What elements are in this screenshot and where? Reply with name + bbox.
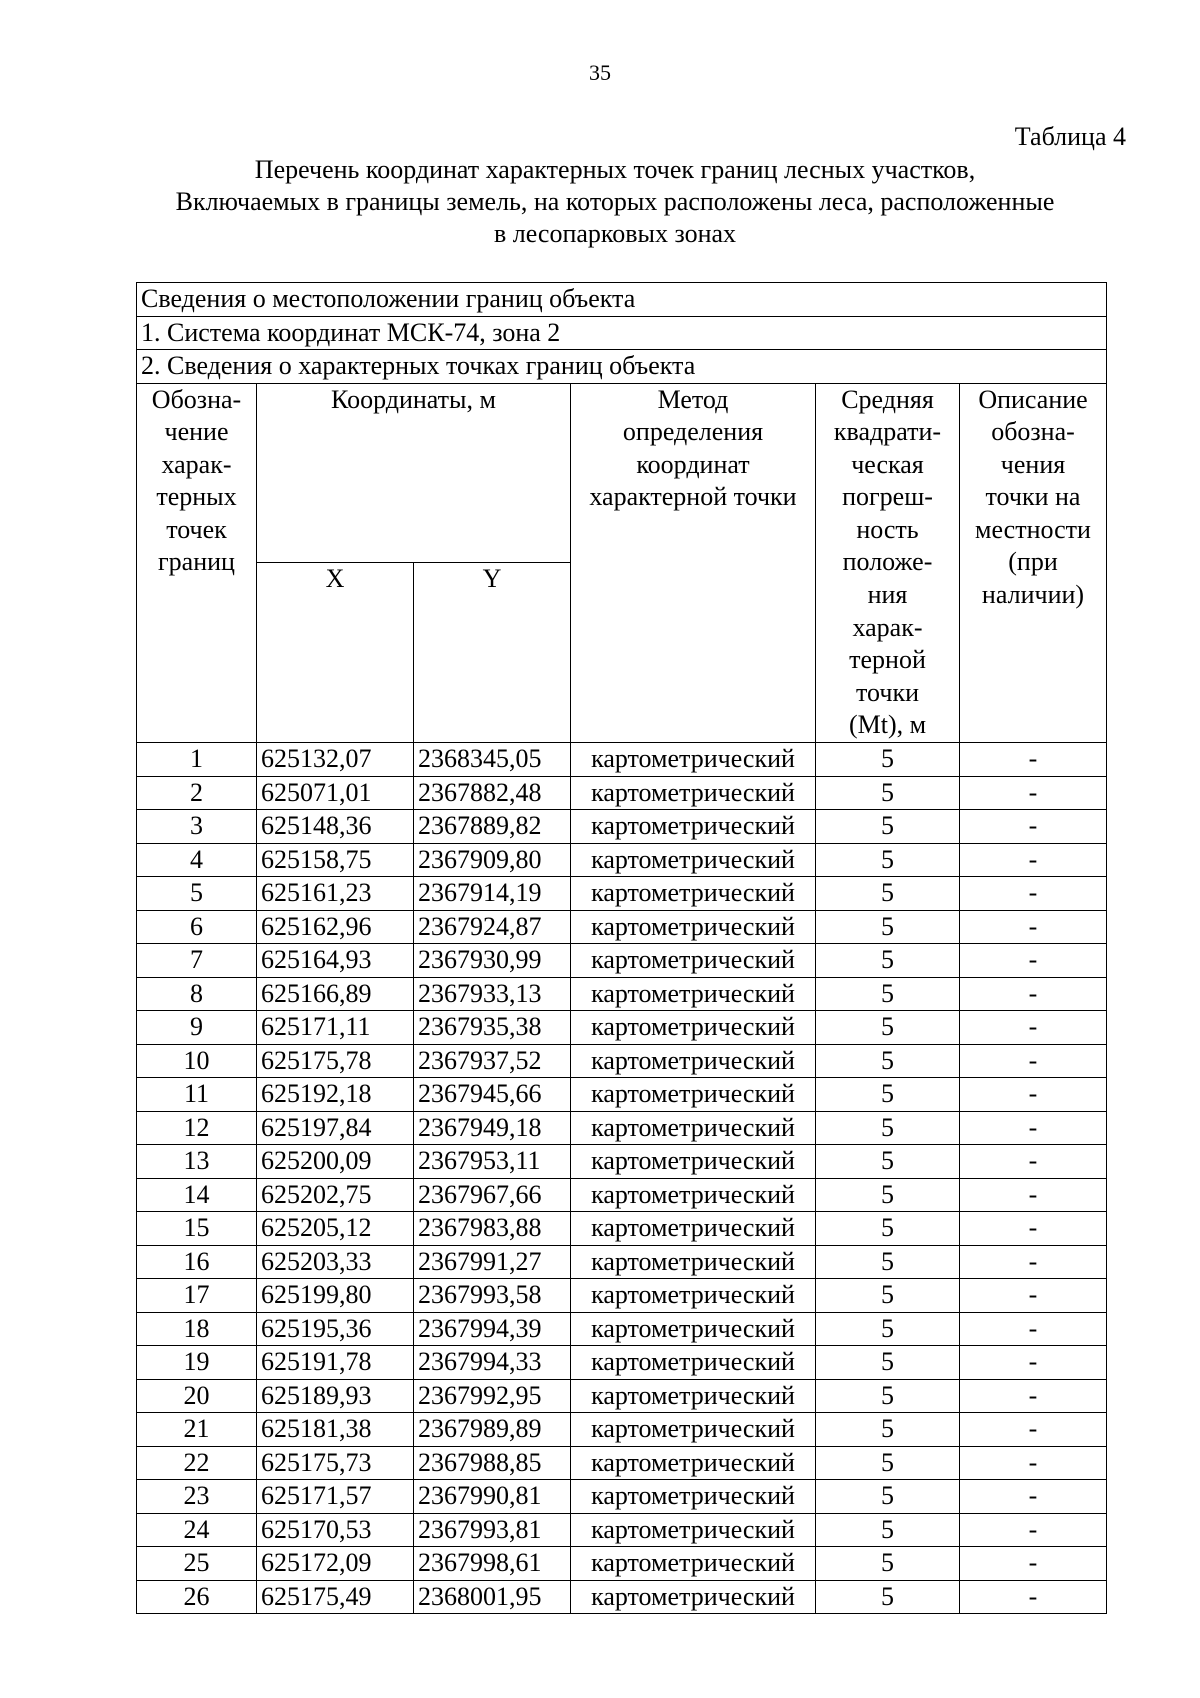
header-line: координат	[636, 449, 750, 479]
x-coordinate-cell: 625175,78	[257, 1044, 414, 1078]
y-coordinate-cell: 2367909,80	[414, 843, 571, 877]
x-coordinate-cell: 625203,33	[257, 1245, 414, 1279]
x-coordinate-cell: 625197,84	[257, 1111, 414, 1145]
description-cell: -	[960, 1513, 1107, 1547]
y-coordinate-cell: 2367889,82	[414, 810, 571, 844]
point-number-cell: 1	[137, 743, 257, 777]
point-number-cell: 8	[137, 977, 257, 1011]
method-cell: картометрический	[571, 1413, 816, 1447]
method-cell: картометрический	[571, 1580, 816, 1614]
y-coordinate-cell: 2367882,48	[414, 776, 571, 810]
header-y: Y	[414, 563, 571, 743]
y-coordinate-cell: 2367933,13	[414, 977, 571, 1011]
info-cell: Сведения о местоположении границ объекта	[137, 283, 1107, 317]
header-coordinates: Координаты, м	[257, 383, 571, 563]
y-coordinate-cell: 2367994,33	[414, 1346, 571, 1380]
header-line: харак-	[852, 612, 923, 642]
description-cell: -	[960, 1245, 1107, 1279]
table-row	[137, 977, 1107, 1011]
x-coordinate-cell: 625132,07	[257, 743, 414, 777]
description-cell: -	[960, 743, 1107, 777]
description-cell: -	[960, 1145, 1107, 1179]
point-number-cell: 14	[137, 1178, 257, 1212]
y-coordinate-cell: 2367924,87	[414, 910, 571, 944]
mt-cell: 5	[816, 843, 960, 877]
description-cell: -	[960, 977, 1107, 1011]
method-cell: картометрический	[571, 1446, 816, 1480]
x-coordinate-cell: 625166,89	[257, 977, 414, 1011]
point-number-cell: 6	[137, 910, 257, 944]
method-cell: картометрический	[571, 1312, 816, 1346]
description-cell: -	[960, 1044, 1107, 1078]
header-line: ния	[867, 580, 908, 610]
title-line: Перечень координат характерных точек границ лесных участков,	[254, 155, 976, 184]
x-coordinate-cell: 625071,01	[257, 776, 414, 810]
x-coordinate-cell: 625158,75	[257, 843, 414, 877]
header-row	[137, 383, 1107, 563]
y-coordinate-cell: 2367930,99	[414, 944, 571, 978]
mt-cell: 5	[816, 1312, 960, 1346]
table-row	[137, 1480, 1107, 1514]
header-line: Описание	[978, 384, 1088, 414]
y-coordinate-cell: 2368001,95	[414, 1580, 571, 1614]
mt-cell: 5	[816, 1547, 960, 1581]
header-line: (при	[1008, 547, 1058, 577]
description-cell: -	[960, 1580, 1107, 1614]
y-coordinate-cell: 2367967,66	[414, 1178, 571, 1212]
mt-cell: 5	[816, 1513, 960, 1547]
table-row	[137, 910, 1107, 944]
y-coordinate-cell: 2367937,52	[414, 1044, 571, 1078]
mt-cell: 5	[816, 1245, 960, 1279]
point-number-cell: 26	[137, 1580, 257, 1614]
header-line: ность	[856, 514, 919, 544]
method-cell: картометрический	[571, 944, 816, 978]
table-row	[137, 776, 1107, 810]
method-cell: картометрический	[571, 1178, 816, 1212]
table-row	[137, 1346, 1107, 1380]
description-cell: -	[960, 1212, 1107, 1246]
method-cell: картометрический	[571, 1379, 816, 1413]
description-cell: -	[960, 1279, 1107, 1313]
point-number-cell: 15	[137, 1212, 257, 1246]
x-coordinate-cell: 625162,96	[257, 910, 414, 944]
y-coordinate-cell: 2367989,89	[414, 1413, 571, 1447]
y-coordinate-cell: 2367993,81	[414, 1513, 571, 1547]
x-coordinate-cell: 625171,11	[257, 1011, 414, 1045]
header-line: терных	[156, 482, 237, 512]
description-cell: -	[960, 910, 1107, 944]
x-coordinate-cell: 625200,09	[257, 1145, 414, 1179]
x-coordinate-cell: 625191,78	[257, 1346, 414, 1380]
description-cell: -	[960, 843, 1107, 877]
header-line: чения	[1000, 449, 1066, 479]
table-row	[137, 1379, 1107, 1413]
description-cell: -	[960, 1078, 1107, 1112]
x-coordinate-cell: 625148,36	[257, 810, 414, 844]
table-row	[137, 1513, 1107, 1547]
method-cell: картометрический	[571, 1547, 816, 1581]
table-row	[137, 843, 1107, 877]
header-line: характерной точки	[589, 482, 797, 512]
description-cell: -	[960, 1446, 1107, 1480]
header-line: определения	[622, 417, 764, 447]
point-number-cell: 18	[137, 1312, 257, 1346]
x-coordinate-cell: 625202,75	[257, 1178, 414, 1212]
title-line: Включаемых в границы земель, на которых расположены леса, расположенные	[175, 187, 1055, 216]
description-cell: -	[960, 1312, 1107, 1346]
point-number-cell: 17	[137, 1279, 257, 1313]
description-cell: -	[960, 1379, 1107, 1413]
method-cell: картометрический	[571, 1111, 816, 1145]
table-row	[137, 1413, 1107, 1447]
header-line: точки	[856, 677, 919, 707]
x-coordinate-cell: 625192,18	[257, 1078, 414, 1112]
header-line: ческая	[851, 449, 924, 479]
y-coordinate-cell: 2367988,85	[414, 1446, 571, 1480]
point-number-cell: 7	[137, 944, 257, 978]
x-coordinate-cell: 625164,93	[257, 944, 414, 978]
info-row	[137, 350, 1107, 384]
header-line: наличии)	[981, 580, 1085, 610]
x-coordinate-cell: 625161,23	[257, 877, 414, 911]
mt-cell: 5	[816, 1145, 960, 1179]
info-row	[137, 316, 1107, 350]
point-number-cell: 13	[137, 1145, 257, 1179]
point-number-cell: 12	[137, 1111, 257, 1145]
table-row	[137, 1011, 1107, 1045]
mt-cell: 5	[816, 1011, 960, 1045]
y-coordinate-cell: 2367983,88	[414, 1212, 571, 1246]
description-cell: -	[960, 1111, 1107, 1145]
mt-cell: 5	[816, 910, 960, 944]
table-row	[137, 1245, 1107, 1279]
x-coordinate-cell: 625195,36	[257, 1312, 414, 1346]
point-number-cell: 19	[137, 1346, 257, 1380]
point-number-cell: 20	[137, 1379, 257, 1413]
mt-cell: 5	[816, 1178, 960, 1212]
method-cell: картометрический	[571, 1044, 816, 1078]
table-row	[137, 1145, 1107, 1179]
document-title	[120, 154, 1110, 250]
mt-cell: 5	[816, 1580, 960, 1614]
mt-cell: 5	[816, 1212, 960, 1246]
description-cell: -	[960, 1413, 1107, 1447]
mt-cell: 5	[816, 1078, 960, 1112]
point-number-cell: 5	[137, 877, 257, 911]
table-row	[137, 1111, 1107, 1145]
mt-cell: 5	[816, 743, 960, 777]
table-row	[137, 1312, 1107, 1346]
header-line: харак-	[161, 449, 232, 479]
y-coordinate-cell: 2367990,81	[414, 1480, 571, 1514]
point-number-cell: 21	[137, 1413, 257, 1447]
method-cell: картометрический	[571, 843, 816, 877]
mt-cell: 5	[816, 1111, 960, 1145]
description-cell: -	[960, 877, 1107, 911]
mt-cell: 5	[816, 1044, 960, 1078]
method-cell: картометрический	[571, 977, 816, 1011]
x-coordinate-cell: 625175,49	[257, 1580, 414, 1614]
table-row	[137, 944, 1107, 978]
table-row	[137, 1547, 1107, 1581]
description-cell: -	[960, 1346, 1107, 1380]
header-line: погреш-	[842, 482, 933, 512]
table-row	[137, 810, 1107, 844]
info-cell: 1. Система координат МСК-74, зона 2	[137, 316, 1107, 350]
y-coordinate-cell: 2368345,05	[414, 743, 571, 777]
description-cell: -	[960, 1178, 1107, 1212]
method-cell: картометрический	[571, 743, 816, 777]
header-mt	[816, 383, 960, 743]
mt-cell: 5	[816, 1379, 960, 1413]
method-cell: картометрический	[571, 1078, 816, 1112]
method-cell: картометрический	[571, 776, 816, 810]
description-cell: -	[960, 1547, 1107, 1581]
table-row	[137, 743, 1107, 777]
x-coordinate-cell: 625171,57	[257, 1480, 414, 1514]
y-coordinate-cell: 2367953,11	[414, 1145, 571, 1179]
description-cell: -	[960, 1011, 1107, 1045]
y-coordinate-cell: 2367935,38	[414, 1011, 571, 1045]
header-line: точки на	[985, 482, 1081, 512]
mt-cell: 5	[816, 776, 960, 810]
point-number-cell: 4	[137, 843, 257, 877]
mt-cell: 5	[816, 810, 960, 844]
y-coordinate-cell: 2367945,66	[414, 1078, 571, 1112]
header-line: терной	[849, 645, 926, 675]
table-row	[137, 1446, 1107, 1480]
table-row	[137, 1178, 1107, 1212]
x-coordinate-cell: 625181,38	[257, 1413, 414, 1447]
y-coordinate-cell: 2367991,27	[414, 1245, 571, 1279]
method-cell: картометрический	[571, 810, 816, 844]
description-cell: -	[960, 810, 1107, 844]
y-coordinate-cell: 2367914,19	[414, 877, 571, 911]
header-designation	[137, 383, 257, 743]
y-coordinate-cell: 2367998,61	[414, 1547, 571, 1581]
mt-cell: 5	[816, 1279, 960, 1313]
method-cell: картометрический	[571, 1245, 816, 1279]
point-number-cell: 24	[137, 1513, 257, 1547]
header-line: местности	[975, 514, 1091, 544]
point-number-cell: 25	[137, 1547, 257, 1581]
table-row	[137, 1279, 1107, 1313]
x-coordinate-cell: 625199,80	[257, 1279, 414, 1313]
description-cell: -	[960, 1480, 1107, 1514]
header-line: квадрати-	[833, 417, 942, 447]
x-coordinate-cell: 625189,93	[257, 1379, 414, 1413]
header-method	[571, 383, 816, 743]
header-line: Средняя	[841, 384, 934, 414]
table-row	[137, 1580, 1107, 1614]
table-row	[137, 1044, 1107, 1078]
page-number: 35	[589, 60, 611, 85]
method-cell: картометрический	[571, 1279, 816, 1313]
table-row	[137, 1212, 1107, 1246]
table-label: Таблица 4	[1014, 122, 1126, 151]
title-line: в лесопарковых зонах	[493, 219, 737, 248]
point-number-cell: 23	[137, 1480, 257, 1514]
coordinates-table	[136, 282, 1107, 1614]
x-coordinate-cell: 625175,73	[257, 1446, 414, 1480]
method-cell: картометрический	[571, 1513, 816, 1547]
x-coordinate-cell: 625205,12	[257, 1212, 414, 1246]
description-cell: -	[960, 776, 1107, 810]
point-number-cell: 10	[137, 1044, 257, 1078]
header-x: X	[257, 563, 414, 743]
mt-cell: 5	[816, 977, 960, 1011]
method-cell: картометрический	[571, 1346, 816, 1380]
method-cell: картометрический	[571, 877, 816, 911]
header-line: точек	[166, 514, 227, 544]
point-number-cell: 2	[137, 776, 257, 810]
y-coordinate-cell: 2367949,18	[414, 1111, 571, 1145]
point-number-cell: 16	[137, 1245, 257, 1279]
header-line: положе-	[842, 547, 933, 577]
table-row	[137, 877, 1107, 911]
description-cell: -	[960, 944, 1107, 978]
point-number-cell: 22	[137, 1446, 257, 1480]
y-coordinate-cell: 2367994,39	[414, 1312, 571, 1346]
header-line: (Mt), м	[848, 710, 927, 740]
method-cell: картометрический	[571, 910, 816, 944]
header-description	[960, 383, 1107, 743]
header-line: границ	[158, 547, 235, 577]
point-number-cell: 3	[137, 810, 257, 844]
point-number-cell: 9	[137, 1011, 257, 1045]
point-number-cell: 11	[137, 1078, 257, 1112]
mt-cell: 5	[816, 1413, 960, 1447]
method-cell: картометрический	[571, 1145, 816, 1179]
mt-cell: 5	[816, 944, 960, 978]
mt-cell: 5	[816, 1446, 960, 1480]
header-line: чение	[164, 417, 229, 447]
y-coordinate-cell: 2367992,95	[414, 1379, 571, 1413]
x-coordinate-cell: 625172,09	[257, 1547, 414, 1581]
mt-cell: 5	[816, 877, 960, 911]
table-row	[137, 1078, 1107, 1112]
info-row	[137, 283, 1107, 317]
header-line: Обозна-	[151, 384, 242, 414]
mt-cell: 5	[816, 1480, 960, 1514]
header-line: Метод	[657, 384, 729, 414]
method-cell: картометрический	[571, 1480, 816, 1514]
method-cell: картометрический	[571, 1011, 816, 1045]
y-coordinate-cell: 2367993,58	[414, 1279, 571, 1313]
info-cell: 2. Сведения о характерных точках границ объекта	[137, 350, 1107, 384]
x-coordinate-cell: 625170,53	[257, 1513, 414, 1547]
header-line: обозна-	[991, 417, 1075, 447]
method-cell: картометрический	[571, 1212, 816, 1246]
mt-cell: 5	[816, 1346, 960, 1380]
